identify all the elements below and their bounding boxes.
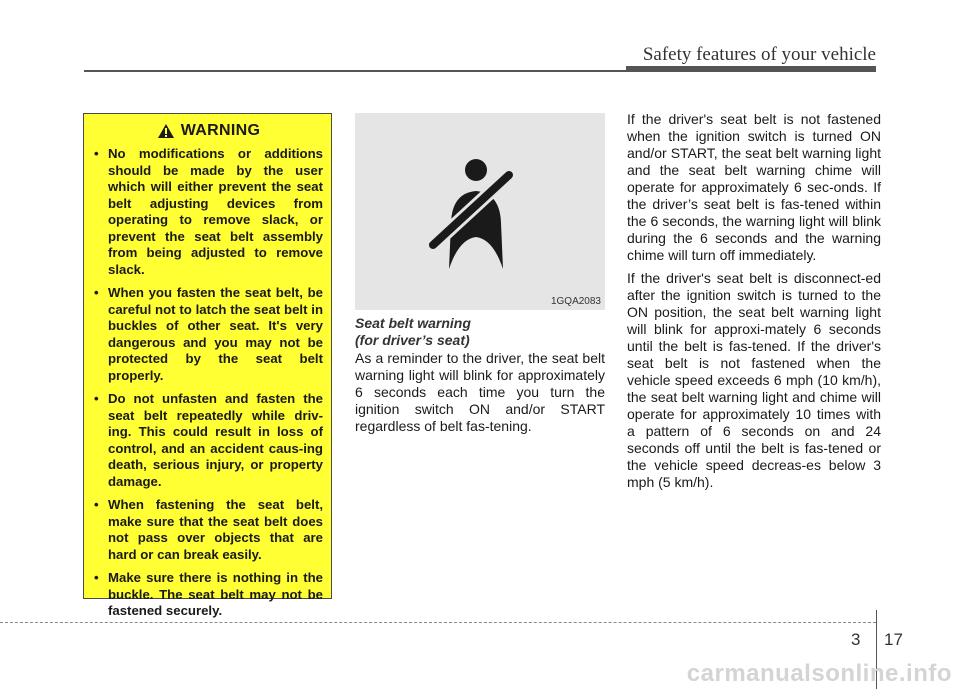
section-heading [355, 315, 607, 349]
watermark-text: carmanualsonline.info [686, 660, 952, 687]
warning-list [94, 146, 323, 620]
warning-item: • When fastening the seat belt, make sure that the seat belt does not pass over objects that are hard or can break easily. [94, 497, 323, 563]
warning-box [83, 113, 332, 618]
section-heading-line1: Seat belt warning [355, 315, 471, 331]
warning-item: • Make sure there is nothing in the buckle. The seat belt may not be fastened securely. [94, 570, 323, 620]
warning-item: • No modifications or additions should be made by the user which will either prevent the seat belt adjusting devices from operating to remove slack, or prevent the seat belt assembly from being adjusted to remove slack. [94, 146, 323, 278]
paragraph-ignition: If the driver's seat belt is not fastened when the ignition switch is turned ON and/or START, the seat belt warning light and the seat belt warning chime will operate for approximately 6 sec-onds. If the driver’s seat belt is fas-tened within the 6 seconds, the warning light will blink during the 6 seconds and the warning chime will turn off immediately. [627, 111, 881, 263]
chapter-number: 3 [851, 630, 861, 649]
warning-item: • When you fasten the seat belt, be careful not to latch the seat belt in buckles of other seat. It's very dangerous and you may not be protected by the seat belt properly. [94, 285, 323, 384]
figure-code: 1GQA2083 [550, 296, 601, 307]
warning-item: • Do not unfasten and fasten the seat belt repeatedly while driv-ing. This could result in loss of control, and an accident caus-ing death, serious injury, or property damage. [94, 391, 323, 490]
section-heading-line2: (for driver’s seat) [355, 332, 470, 348]
page-number: 17 [884, 630, 903, 649]
paragraph-disconnect: If the driver's seat belt is disconnect-ed after the ignition switch is turned to the ON position, the seat belt warning light will blink for approxi-mately 6 seconds until the belt is fas-tened. If the driver's seat belt is not fastened when the vehicle speed exceeds 6 mph (10 km/h), the seat belt warning light and chime will operate for approximately 10 times with a pattern of 6 seconds on and 24 seconds off until the belt is fas-tened or the vehicle speed decreas-es below 3 mph (5 km/h). [627, 270, 881, 490]
footer-dashed-rule [0, 622, 876, 623]
warning-triangle-icon [157, 123, 175, 139]
seat-belt-warning-icon [355, 113, 605, 310]
header-section-title: Safety features of your vehicle [642, 44, 876, 65]
warning-heading [94, 122, 323, 140]
header-rule-accent [626, 66, 876, 72]
warning-title: WARNING [180, 122, 261, 139]
seat-belt-figure [355, 113, 605, 310]
column-right-text [627, 111, 881, 497]
column-middle-text [355, 350, 605, 435]
paragraph-reminder: As a reminder to the driver, the seat belt warning light will blink for approximately 6 seconds each time you turn the ignition switch ON and/or START regardless of belt fas-tening. [355, 350, 605, 434]
